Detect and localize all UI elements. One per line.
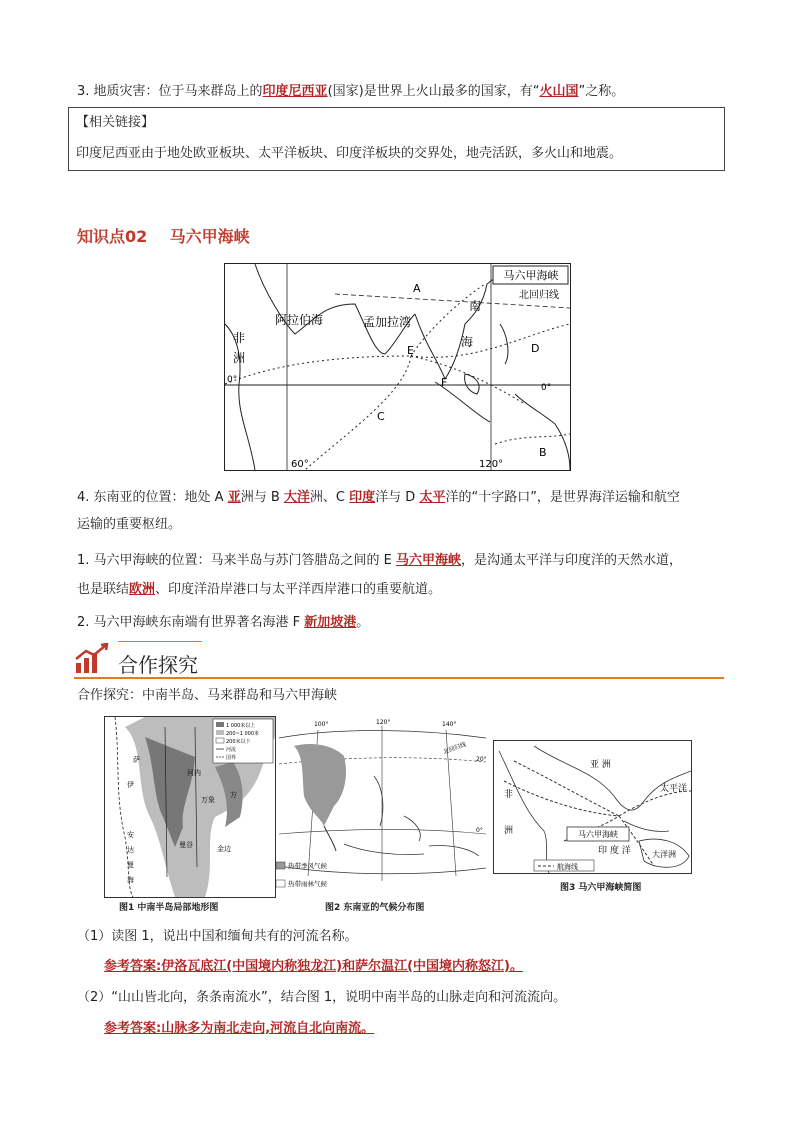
paragraph-sea-position: 4. 东南亚的位置：地处 A 亚洲与 B 大洋洲、C 印度洋与 D 太平洋的“十字路口”，是世界海洋运输和航空 — [77, 490, 680, 505]
fig2-tropic-label: 北回归线 — [442, 741, 468, 756]
map1-bay-of-bengal: 孟加拉湾 — [363, 315, 412, 329]
question-2: （2）“山山皆北向，条条南流水”，结合图 1，说明中南半岛的山脉走向和河流流向。 — [77, 990, 567, 1005]
answer-asia: 亚 — [227, 490, 241, 505]
answer-indonesia: 印度尼西亚 — [262, 84, 328, 99]
related-link-title: 【相关链接】 — [76, 115, 155, 130]
fig3-strait: 马六甲海峡 — [578, 830, 618, 839]
fig3-pacific: 太平洋 — [660, 784, 688, 794]
figure2-caption: 图2 东南亚的气候分布图 — [325, 903, 425, 913]
fig3-africa-2: 洲 — [504, 826, 514, 836]
fig1-label-da: 达 — [127, 846, 134, 854]
fig1-label-pnom: 金边 — [217, 845, 231, 853]
answer-indian: 印度 — [349, 490, 376, 505]
figure2-climate-map — [274, 716, 489, 896]
chart-icon — [74, 643, 110, 675]
fig3-asia: 亚 洲 — [590, 760, 611, 770]
map1-lon120: 120° — [479, 459, 504, 470]
figure1-caption: 图1 中南半岛局部地形图 — [119, 903, 219, 913]
answer-malacca: 马六甲海峡 — [396, 553, 462, 568]
fig1-legend-1: 200~1 000米 — [226, 731, 260, 737]
map1-label-f: F — [441, 376, 448, 389]
fig2-legend-monsoon: 热带季风气候 — [288, 862, 327, 870]
answer-europe: 欧洲 — [129, 582, 156, 597]
fig3-africa-1: 非 — [504, 790, 514, 800]
map1-label-d: D — [531, 342, 540, 355]
map1-title: 马六甲海峡 — [503, 269, 559, 282]
knowledge-point-heading: 知识点02 马六甲海峡 — [77, 227, 250, 246]
fig1-label-man: 曼 — [127, 861, 134, 869]
fig1-label-sa: 萨 — [133, 756, 140, 764]
section-divider — [74, 677, 724, 679]
question-1: （1）读图 1，说出中国和缅甸共有的河流名称。 — [77, 929, 358, 944]
fig3-legend-route: 航海线 — [557, 863, 578, 871]
fig2-tick-140: 140° — [442, 721, 457, 728]
map1-label-b: B — [539, 446, 547, 459]
paragraph-volcano: 3. 地质灾害：位于马来群岛上的印度尼西亚(国家)是世界上火山最多的国家，有“火山国”之称。 — [77, 84, 625, 99]
answer-pacific: 太平 — [419, 490, 446, 505]
fig3-indian: 印 度 洋 — [598, 846, 631, 856]
map1-tropic-label: 北回归线 — [519, 290, 559, 301]
map1-africa-1: 非 — [233, 331, 246, 345]
answer-2: 参考答案:山脉多为南北走向,河流自北向南流。 — [104, 1021, 375, 1036]
fig2-tick-120: 120° — [376, 719, 391, 726]
fig1-legend-2: 200米以下 — [226, 739, 251, 745]
fig1-label-wanxiang: 万象 — [201, 796, 215, 804]
paragraph-malacca-position: 1. 马六甲海峡的位置：马来半岛与苏门答腊岛之间的 E 马六甲海峡，是沟通太平洋与印度洋的天然水道， — [77, 553, 683, 568]
malacca-strait-map — [224, 263, 571, 471]
paragraph-singapore: 2. 马六甲海峡东南端有世界著名海港 F 新加坡港。 — [77, 615, 370, 630]
map1-equator-label: 0° — [227, 375, 238, 385]
fig1-label-an: 安 — [127, 831, 134, 839]
map1-arabian-sea: 阿拉伯海 — [275, 313, 324, 327]
fig1-label-yi: 伊 — [127, 781, 134, 789]
fig1-label-fang: 方 — [230, 791, 237, 799]
fig2-tick-100: 100° — [314, 721, 329, 728]
answer-1: 参考答案:伊洛瓦底江(中国境内称独龙江)和萨尔温江(中国境内称怒江)。 — [104, 959, 523, 974]
fig1-legend-4: 国界 — [226, 755, 237, 761]
paragraph-malacca-position-line2: 也是联结欧洲、印度洋沿岸港口与太平洋西岸港口的重要航道。 — [77, 582, 442, 597]
figure3-strait-map — [493, 740, 692, 874]
section-cooperation-title: 合作探究 — [118, 653, 198, 677]
map1-label-a: A — [413, 282, 421, 295]
answer-ocean: 大洋 — [283, 490, 310, 505]
answer-volcano-country: 火山国 — [539, 84, 579, 99]
related-link-text: 印度尼西亚由于地处欧亚板块、太平洋板块、印度洋板块的交界处，地壳活跃，多火山和地震。 — [76, 146, 623, 161]
fig1-label-hai: 海 — [127, 876, 134, 884]
cooperation-subtitle: 合作探究：中南半岛、马来群岛和马六甲海峡 — [77, 688, 338, 703]
map1-africa-2: 洲 — [233, 351, 246, 365]
map1-hai: 海 — [461, 335, 474, 349]
fig1-label-hanoi: 河内 — [187, 769, 201, 777]
map1-label-c: C — [377, 410, 385, 423]
answer-singapore: 新加坡港 — [304, 615, 357, 630]
section-top-rule — [118, 641, 202, 642]
fig2-tick-20: 20° — [476, 756, 487, 763]
fig1-legend-0: 1 000米以上 — [226, 723, 256, 729]
figure1-terrain-map — [104, 716, 276, 898]
fig2-legend-rainforest: 热带雨林气候 — [288, 880, 327, 888]
fig1-label-bangkok: 曼谷 — [179, 841, 193, 849]
map1-lon60: 60° — [291, 459, 309, 470]
fig2-tick-0: 0° — [476, 827, 483, 834]
fig3-oceania: 大洋洲 — [652, 850, 676, 859]
map1-label-e: E — [407, 344, 414, 357]
map1-equator-label-right: 0° — [541, 383, 552, 393]
malacca-map-svg — [225, 264, 570, 470]
map1-nan: 南 — [469, 299, 482, 313]
related-link-box — [68, 107, 725, 171]
paragraph-sea-position-line2: 运输的重要枢纽。 — [77, 517, 182, 532]
fig1-legend-3: 河流 — [226, 747, 237, 753]
figure3-caption: 图3 马六甲海峡简图 — [560, 883, 642, 893]
